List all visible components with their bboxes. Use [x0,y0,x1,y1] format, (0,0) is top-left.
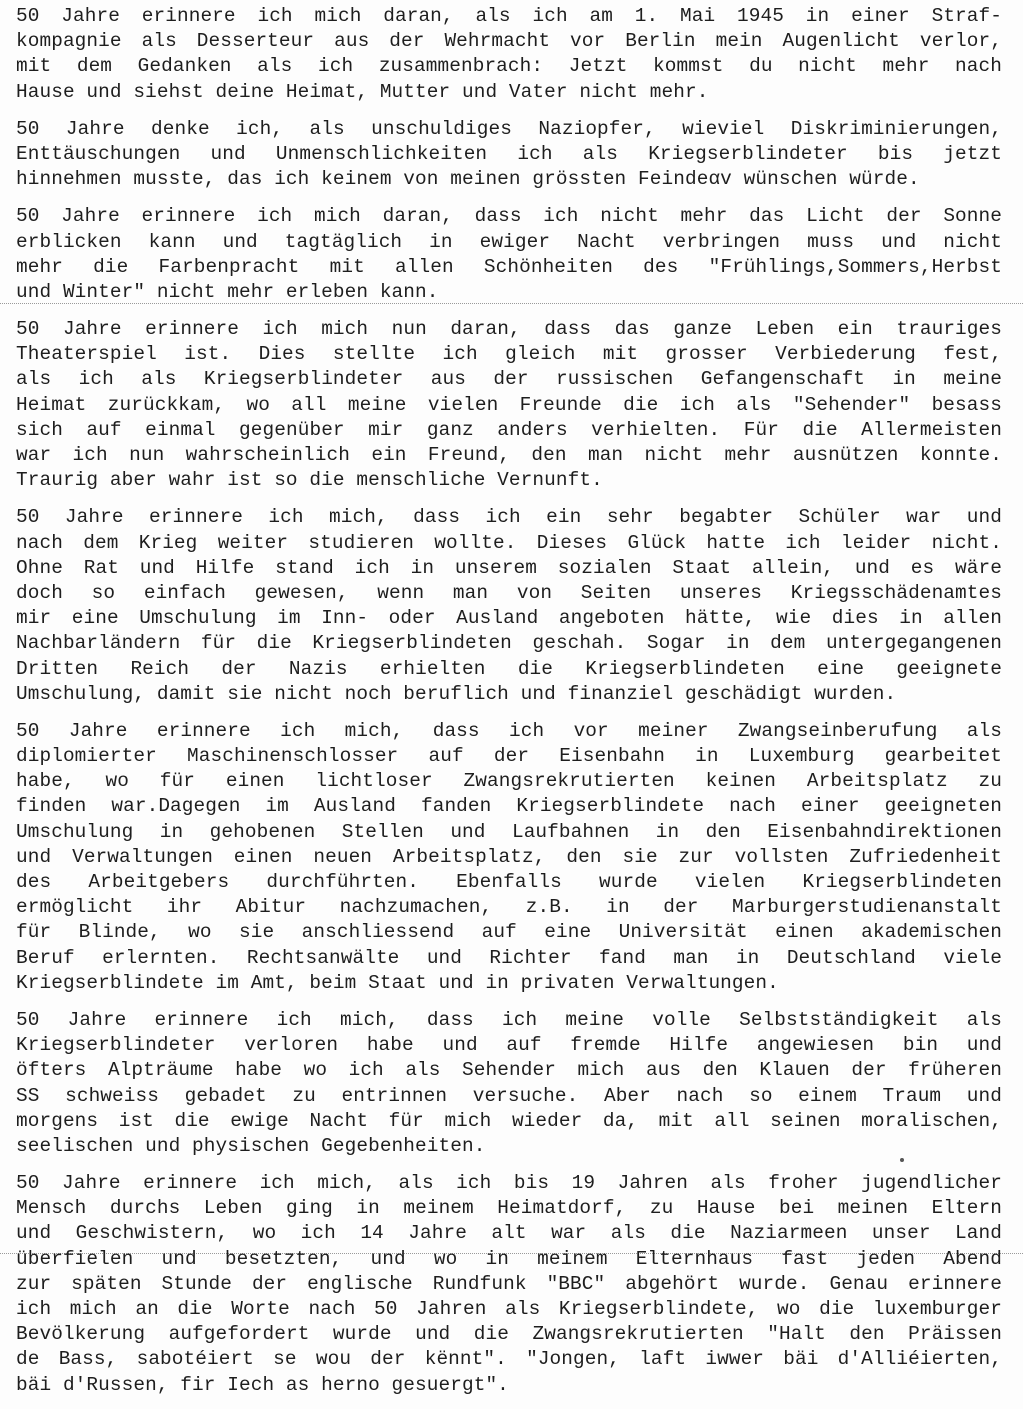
paragraph-5 [16,505,1002,707]
text-line: de Bass, sabotéiert se wou der kënnt". "Jongen, laft iwwer bäi d'Alliéierten, [16,1348,1002,1371]
text-line: Mensch durchs Leben ging in meinem Heimatdorf, zu Hause bei meinen Eltern [16,1197,1002,1220]
paragraph-8 [16,1171,1002,1398]
text-line: mehr die Farbenpracht mit allen Schönheiten des "Frühlings,Sommers,Herbst [16,255,1002,278]
text-line: Kriegserblindeter verloren habe und auf fremde Hilfe angewiesen bin und [16,1034,1002,1057]
paragraph-7 [16,1008,1002,1159]
text-line: morgens ist die ewige Nacht für mich wieder da, mit all seinen moralischen, [16,1109,1002,1132]
text-line: mit dem Gedanken als ich zusammenbrach: Jetzt kommst du nicht mehr nach [16,55,1002,78]
text-line: Heimat zurückkam, wo all meine vielen Freunde die ich als "Sehender" besass [16,393,1002,416]
text-line: Dritten Reich der Nazis erhielten die Kriegserblindeten eine geeignete [16,657,1002,680]
text-line: des Arbeitgebers durchführten. Ebenfalls wurde vielen Kriegserblindeten [16,871,1002,893]
paragraph-6 [16,719,1002,996]
text-line: finden war.Dagegen im Ausland fanden Kriegserblindete nach einer geeigneten [16,795,1002,818]
text-line: Beruf erlernten. Rechtsanwälte und Richter fand man in Deutschland viele [16,946,1002,969]
text-line: Kriegserblindete im Amt, beim Staat und in privaten Verwaltungen. [16,971,779,994]
text-line: öfters Alpträume habe wo ich als Sehender mich aus den Klauen der früheren [16,1059,1002,1082]
text-line: Nachbarländern für die Kriegserblindeten geschah. Sogar in dem untergegangenen [16,632,1002,655]
text-line: zur späten Stunde der englische Rundfunk "BBC" abgehört wurde. Genau erinnere [16,1272,1002,1295]
paragraph-1 [16,4,1002,105]
text-line: für Blinde, wo sie anschliessend auf eine Universität einen akademischen [16,921,1002,944]
text-line: Ohne Rat und Hilfe stand ich in unserem sozialen Staat allein, und es wäre [16,556,1002,579]
text-line: ermöglicht ihr Abitur nachzumachen, z.B. in der Marburgerstudienanstalt [16,896,1002,919]
text-line: bäi d'Russen, fir Iech as herno gesuergt". [16,1373,509,1396]
text-line: doch so einfach gewesen, wenn man von Seiten unseres Kriegsschädenamtes [16,581,1002,604]
text-line: SS schweiss gebadet zu entrinnen versuche. Aber nach so einem Traum und [16,1084,1002,1107]
text-line: Bevölkerung aufgefordert wurde und die Zwangsrekrutierten "Halt den Präissen [16,1323,1002,1346]
text-line: Hause und siehst deine Heimat, Mutter und Vater nicht mehr. [16,80,709,103]
text-line: und Verwaltungen einen neuen Arbeitsplatz, den sie zur vollsten Zufriedenheit [16,845,1002,868]
text-line: hinnehmen musste, das ich keinem von meinen grössten Feindeαv wünschen würde. [16,168,920,191]
text-line: Traurig aber wahr ist so die menschliche Vernunft. [16,469,603,492]
text-line: Umschulung in gehobenen Stellen und Laufbahnen in den Eisenbahndirektionen [16,820,1002,843]
text-line: diplomierter Maschinenschlosser auf der Eisenbahn in Luxemburg gearbeitet [16,745,1002,768]
text-line: Theaterspiel ist. Dies stellte ich gleich mit grosser Verbiederung fest, [16,343,1002,366]
text-line: 50 Jahre erinnere ich mich daran, als ich am 1. Mai 1945 in einer Straf- [16,5,1002,27]
text-line: sich auf einmal gegenüber mir ganz anders verhielten. Für die Allermeisten [16,418,1002,441]
text-line: 50 Jahre erinnere ich mich nun daran, dass das ganze Leben ein trauriges [16,318,1002,341]
text-line: als ich als Kriegserblindeter aus der russischen Gefangenschaft in meine [16,368,1002,391]
text-line: 50 Jahre erinnere ich mich, als ich bis 19 Jahren als froher jugendlicher [16,1172,1002,1195]
paragraph-3 [16,204,1002,305]
paragraph-2 [16,117,1002,193]
text-line: 50 Jahre erinnere ich mich, dass ich vor meiner Zwangseinberufung als [16,719,1002,742]
paragraph-4 [16,317,1002,493]
text-line: seelischen und physischen Gegebenheiten. [16,1134,486,1157]
text-line: überfielen und besetzten, und wo in meinem Elternhaus fast jeden Abend [16,1247,1002,1270]
text-line: mir eine Umschulung im Inn- oder Ausland angeboten hätte, wie dies in allen [16,607,1002,630]
text-line: Umschulung, damit sie nicht noch beruflich und finanziel geschädigt wurden. [16,682,897,705]
document-body [16,4,1002,1410]
text-line: erblicken kann und tagtäglich in ewiger Nacht verbringen muss und nicht [16,230,1002,253]
text-line: nach dem Krieg weiter studieren wollte. Dieses Glück hatte ich leider nicht. [16,531,1002,554]
text-line: und Winter" nicht mehr erleben kann. [16,280,439,303]
text-line: ich mich an die Worte nach 50 Jahren als Kriegserblindete, wo die luxemburger [16,1298,1002,1320]
text-line: 50 Jahre denke ich, als unschuldiges Naziopfer, wieviel Diskriminierungen, [16,117,1002,140]
text-line: und Geschwistern, wo ich 14 Jahre alt war als die Naziarmeen unser Land [16,1222,1002,1245]
text-line: kompagnie als Desserteur aus der Wehrmacht vor Berlin mein Augenlicht verlor, [16,30,1002,53]
text-line: 50 Jahre erinnere ich mich, dass ich meine volle Selbstständigkeit als [16,1008,1002,1031]
text-line: Enttäuschungen und Unmenschlichkeiten ich als Kriegserblindeter bis jetzt [16,142,1002,165]
text-line: 50 Jahre erinnere ich mich, dass ich ein sehr begabter Schüler war und [16,506,1002,529]
text-line: habe, wo für einen lichtloser Zwangsrekrutierten keinen Arbeitsplatz zu [16,770,1002,793]
text-line: war ich nun wahrscheinlich ein Freund, den man nicht mehr ausnützen konnte. [16,444,1002,466]
text-line: 50 Jahre erinnere ich mich daran, dass ich nicht mehr das Licht der Sonne [16,205,1002,228]
